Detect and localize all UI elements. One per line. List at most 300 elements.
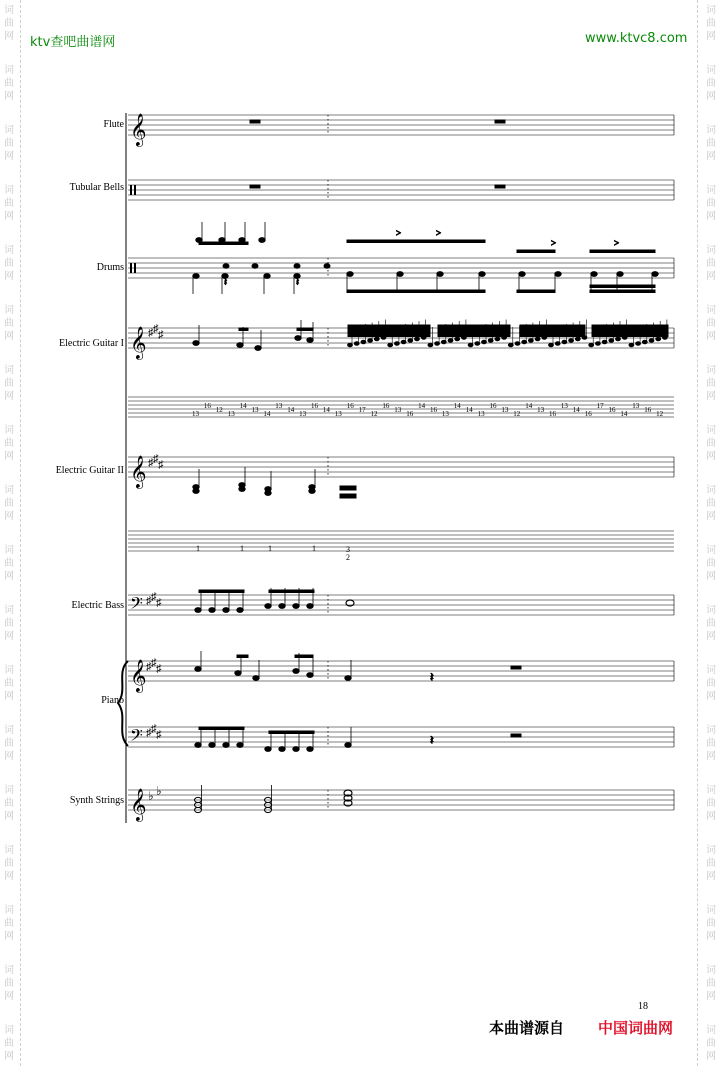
watermark-char: 网 [706, 31, 716, 42]
watermark-char: 曲 [706, 738, 716, 749]
whole-chord-note [340, 494, 356, 498]
note-head [441, 340, 446, 344]
beam [438, 334, 510, 337]
note-head [596, 342, 601, 346]
beam [347, 290, 485, 293]
tab-number: 14 [239, 402, 247, 410]
beam [590, 250, 655, 253]
sharp-sign: ♯ [153, 453, 159, 465]
beam [520, 328, 585, 331]
tab-number: 1 [196, 544, 200, 553]
note-head [602, 340, 607, 344]
chord-note [265, 491, 271, 496]
whole-rest [250, 120, 260, 123]
note-head [401, 340, 406, 344]
watermark-char: 词 [4, 245, 14, 256]
watermark-char: 网 [706, 391, 716, 402]
watermark-char: 曲 [706, 978, 716, 989]
watermark-char: 网 [706, 991, 716, 1002]
note-head [408, 339, 413, 343]
beam [239, 328, 248, 331]
tab-number: 12 [370, 410, 378, 418]
beam [347, 240, 485, 243]
watermark-char: 曲 [706, 318, 716, 329]
watermark-char: 曲 [706, 558, 716, 569]
bass-note [209, 608, 215, 613]
tab-number: 12 [513, 410, 521, 418]
beam [520, 334, 585, 337]
tab-number: 14 [322, 406, 330, 414]
note-head [348, 343, 353, 347]
bass-note [223, 608, 229, 613]
beam [295, 655, 313, 658]
note-head [388, 343, 393, 347]
watermark-char: 曲 [4, 618, 14, 629]
note-head [475, 342, 480, 346]
note-head [235, 671, 241, 676]
beam [297, 328, 313, 331]
clefs [130, 114, 164, 822]
watermark-char: 词 [706, 65, 716, 76]
watermark-char: 曲 [4, 18, 14, 29]
watermark-char: 网 [706, 811, 716, 822]
whole-rest [495, 120, 505, 123]
tab-number: 16 [608, 406, 616, 414]
watermark-char: 网 [706, 211, 716, 222]
watermark-char: 词 [706, 605, 716, 616]
footer-site-name[interactable]: 中国词曲网 [598, 1019, 674, 1037]
note-head [295, 336, 301, 341]
watermark-char: 曲 [706, 618, 716, 629]
watermark-char: 词 [706, 665, 716, 676]
watermark-char: 曲 [4, 1038, 14, 1049]
sharp-sign: ♯ [156, 663, 162, 675]
watermark-char: 词 [706, 845, 716, 856]
watermark-char: 曲 [706, 498, 716, 509]
beam [348, 334, 430, 337]
bass-note [293, 604, 299, 609]
bass-note [279, 604, 285, 609]
watermark-char: 曲 [706, 858, 716, 869]
percussion-clef [134, 185, 136, 195]
drum-note [193, 274, 199, 279]
watermark-char: 网 [4, 331, 14, 342]
sharp-sign: ♯ [158, 329, 164, 341]
watermark-char: 曲 [4, 138, 14, 149]
beam [199, 727, 244, 730]
watermark-char: 网 [4, 271, 14, 282]
watermark-char: 词 [4, 125, 14, 136]
note-head [609, 339, 614, 343]
treble-clef: 𝄞 [130, 790, 147, 821]
accent-mark: > [614, 238, 620, 248]
tab-number: 13 [299, 410, 307, 418]
tab-number: 16 [549, 410, 556, 418]
beam [592, 325, 668, 328]
watermark-char: 曲 [4, 438, 14, 449]
accent-mark: > [396, 228, 402, 238]
beam [438, 331, 510, 334]
flat-sign: ♭ [148, 789, 154, 803]
instrument-label-electric-guitar-2: Electric Guitar II [55, 465, 124, 476]
watermark-char: 词 [4, 605, 14, 616]
note-head [345, 743, 351, 748]
watermark-char: 词 [706, 125, 716, 136]
tab-number: 16 [311, 402, 318, 410]
notes [193, 120, 668, 813]
instrument-label-electric-guitar-1: Electric Guitar I [59, 338, 124, 349]
instrument-label-piano: Piano [101, 695, 124, 706]
note-head [636, 342, 641, 346]
beam [237, 655, 248, 658]
tab-number: 13 [632, 402, 640, 410]
instrument-label-drums: Drums [96, 262, 124, 273]
watermark-char: 词 [4, 905, 14, 916]
beam [590, 290, 655, 293]
note-head [455, 337, 460, 341]
watermark-char: 词 [706, 185, 716, 196]
bass-note [209, 743, 215, 748]
whole-rest [250, 185, 260, 188]
bass-note [195, 608, 201, 613]
watermark-char: 词 [4, 1025, 14, 1036]
sharp-sign: ♯ [151, 591, 157, 603]
watermark-char: 词 [4, 425, 14, 436]
watermark-char: 网 [4, 631, 14, 642]
percussion-clef [130, 263, 132, 273]
tab-number: 13 [227, 410, 235, 418]
drum-note [397, 272, 403, 277]
bass-note [195, 743, 201, 748]
tab-number: 14 [453, 402, 461, 410]
tab-number: 17 [358, 406, 366, 414]
tab-number: 16 [644, 406, 652, 414]
watermark-char: 曲 [706, 678, 716, 689]
tab-number: 13 [560, 402, 568, 410]
rest-mark: 𝄽 [224, 277, 228, 288]
watermark-char: 曲 [4, 498, 14, 509]
watermark-char: 词 [4, 845, 14, 856]
watermark-char: 词 [706, 725, 716, 736]
drum-note [324, 264, 330, 268]
note-head [237, 343, 243, 348]
watermark-char: 网 [4, 151, 14, 162]
watermark-char: 网 [706, 511, 716, 522]
drum-note [591, 272, 597, 277]
watermark-char: 曲 [4, 378, 14, 389]
drum-note [555, 272, 561, 277]
watermark-char: 网 [4, 811, 14, 822]
tab-number: 16 [489, 402, 497, 410]
watermark-char: 网 [706, 631, 716, 642]
sharp-sign: ♯ [148, 327, 154, 339]
chord-note [239, 487, 245, 492]
flat-sign: ♭ [156, 784, 162, 798]
percussion-clef [134, 263, 136, 273]
beam [348, 331, 430, 334]
watermark-char: 曲 [4, 678, 14, 689]
watermark-char: 词 [706, 905, 716, 916]
tab-number: 13 [394, 406, 402, 414]
bass-clef: 𝄢 [130, 595, 143, 617]
sharp-sign: ♯ [156, 597, 162, 609]
watermark-char: 网 [4, 931, 14, 942]
tab-number: 14 [287, 406, 295, 414]
watermark-char: 网 [706, 331, 716, 342]
beam [199, 590, 244, 593]
bass-note [293, 747, 299, 752]
watermark-char: 曲 [4, 978, 14, 989]
bass-note [279, 747, 285, 752]
watermark-char: 网 [706, 691, 716, 702]
watermark-char: 网 [4, 31, 14, 42]
watermark-char: 网 [706, 751, 716, 762]
watermark-char: 词 [4, 785, 14, 796]
watermark-char: 词 [706, 365, 716, 376]
beam [348, 328, 430, 331]
sharp-sign: ♯ [146, 727, 152, 739]
watermark-char: 词 [4, 65, 14, 76]
quarter-rest: 𝄽 [430, 670, 434, 684]
watermark-char: 词 [4, 485, 14, 496]
tablature-numbers [192, 402, 664, 562]
sharp-sign: ♯ [146, 661, 152, 673]
whole-rest [511, 734, 521, 737]
note-head [629, 343, 634, 347]
note-head [555, 342, 560, 346]
watermark-char: 曲 [4, 798, 14, 809]
watermark-char: 网 [706, 451, 716, 462]
note-head [656, 337, 661, 341]
accent-mark: > [436, 228, 442, 238]
tab-number: 16 [406, 410, 414, 418]
tab-number: 16 [346, 402, 354, 410]
bass-note [223, 743, 229, 748]
instrument-label-flute: Flute [103, 119, 124, 130]
watermark-char: 词 [4, 305, 14, 316]
note-head [395, 342, 400, 346]
note-head [549, 343, 554, 347]
watermark-char: 网 [706, 151, 716, 162]
tab-number: 13 [537, 406, 545, 414]
beam [590, 285, 655, 288]
watermark-char: 词 [4, 665, 14, 676]
watermark-char: 网 [706, 271, 716, 282]
sharp-sign: ♯ [158, 459, 164, 471]
drum-note [519, 272, 525, 277]
whole-rest [495, 185, 505, 188]
watermark-char: 词 [4, 365, 14, 376]
watermark-char: 词 [4, 5, 14, 16]
watermark-char: 曲 [706, 438, 716, 449]
tab-number: 16 [203, 402, 211, 410]
note-head [488, 339, 493, 343]
beam [438, 325, 510, 328]
instrument-label-electric-bass: Electric Bass [71, 600, 124, 611]
watermark-char: 网 [4, 451, 14, 462]
tab-number: 13 [477, 410, 485, 418]
sharp-sign: ♯ [148, 457, 154, 469]
sharp-sign: ♯ [153, 323, 159, 335]
watermark-char: 词 [706, 1025, 716, 1036]
watermark-char: 词 [4, 725, 14, 736]
note-head [368, 339, 373, 343]
bass-note [237, 743, 243, 748]
sharp-sign: ♯ [151, 723, 157, 735]
tab-number: 13 [251, 406, 259, 414]
beam [592, 334, 668, 337]
note-head [253, 676, 259, 681]
note-head [374, 337, 379, 341]
treble-clef: 𝄞 [130, 328, 147, 359]
watermark-char: 词 [706, 965, 716, 976]
note-head [495, 337, 500, 341]
note-head [307, 338, 313, 343]
watermark-char: 曲 [706, 1038, 716, 1049]
watermark-char: 网 [4, 871, 14, 882]
tab-number: 2 [346, 553, 350, 562]
note-head [569, 339, 574, 343]
note-head [428, 343, 433, 347]
watermark-char: 曲 [4, 258, 14, 269]
watermark-char: 曲 [706, 798, 716, 809]
drum-note [252, 264, 258, 268]
note-head [575, 337, 580, 341]
watermark-char: 网 [4, 991, 14, 1002]
header-site-url[interactable]: www.ktvc8.com [585, 31, 688, 46]
watermark-char: 网 [4, 391, 14, 402]
percussion-clef [130, 185, 132, 195]
beam [592, 331, 668, 334]
note-head [193, 341, 199, 346]
watermark-char: 词 [706, 245, 716, 256]
beam [348, 325, 430, 328]
treble-clef: 𝄞 [130, 115, 147, 146]
watermark-char: 词 [4, 185, 14, 196]
watermark-char: 曲 [706, 378, 716, 389]
tab-number: 16 [430, 406, 437, 414]
footer-source-label: 本曲谱源自 [489, 1019, 565, 1037]
watermark-char: 曲 [4, 198, 14, 209]
watermark-char: 曲 [4, 558, 14, 569]
header-site-name[interactable]: ktv查吧曲谱网 [30, 35, 116, 50]
note-head [529, 339, 534, 343]
tab-number: 13 [334, 410, 342, 418]
whole-rest [511, 666, 521, 669]
instrument-label-synth-strings: Synth Strings [69, 795, 124, 806]
watermark-char: 曲 [706, 258, 716, 269]
tab-number: 13 [501, 406, 509, 414]
treble-clef: 𝄞 [130, 457, 147, 488]
tab-number: 14 [572, 406, 580, 414]
sharp-sign: ♯ [156, 729, 162, 741]
note-head [415, 337, 420, 341]
note-head [361, 340, 366, 344]
note-head [354, 342, 359, 346]
drum-note [437, 272, 443, 277]
bass-clef: 𝄢 [130, 727, 143, 749]
tab-number: 16 [382, 402, 390, 410]
watermark-char: 词 [706, 545, 716, 556]
tab-number: 14 [525, 402, 533, 410]
watermark-char: 曲 [4, 858, 14, 869]
tab-number: 14 [465, 406, 473, 414]
staff-lines [128, 115, 674, 810]
note-head [468, 343, 473, 347]
watermark-char: 网 [4, 751, 14, 762]
tab-number: 17 [596, 402, 604, 410]
note-head [508, 343, 513, 347]
watermark-char: 网 [4, 1051, 14, 1062]
note-head [307, 673, 313, 678]
note-head [448, 339, 453, 343]
drum-note [347, 272, 353, 277]
tab-number: 16 [584, 410, 592, 418]
watermark-char: 曲 [4, 738, 14, 749]
note-head [255, 346, 261, 351]
note-head [435, 342, 440, 346]
bass-note [265, 604, 271, 609]
watermark-char: 网 [706, 1051, 716, 1062]
drum-note [479, 272, 485, 277]
beam [520, 325, 585, 328]
note-head [562, 340, 567, 344]
tab-number: 12 [215, 406, 223, 414]
drum-note [294, 264, 300, 268]
note-head [642, 340, 647, 344]
watermark-char: 曲 [4, 318, 14, 329]
tab-number: 1 [312, 544, 316, 553]
drum-note [652, 272, 658, 277]
note-head [616, 337, 621, 341]
beam [517, 290, 555, 293]
bass-note [307, 747, 313, 752]
watermark-char: 网 [4, 91, 14, 102]
note-head [345, 676, 351, 681]
beam [269, 590, 314, 593]
drum-note [617, 272, 623, 277]
watermark-char: 网 [4, 511, 14, 522]
note-head [522, 340, 527, 344]
watermark-char: 词 [706, 305, 716, 316]
note-head [482, 340, 487, 344]
rest-mark: 𝄽 [296, 277, 300, 288]
watermark-char: 曲 [4, 918, 14, 929]
tab-number: 3 [346, 545, 350, 554]
note-head [589, 343, 594, 347]
note-head [515, 342, 520, 346]
watermark-char: 曲 [706, 918, 716, 929]
beam [592, 328, 668, 331]
tab-number: 1 [268, 544, 272, 553]
bass-note [237, 608, 243, 613]
whole-chord-note [340, 486, 356, 490]
beam [520, 331, 585, 334]
beam [517, 250, 555, 253]
beam [199, 242, 248, 245]
watermark-char: 词 [706, 785, 716, 796]
watermark-char: 网 [4, 211, 14, 222]
watermark-char: 曲 [4, 78, 14, 89]
chord-note [309, 489, 315, 494]
tab-number: 13 [441, 410, 449, 418]
tab-number: 12 [656, 410, 664, 418]
instrument-label-tubular-bells: Tubular Bells [69, 182, 124, 193]
tab-number: 13 [275, 402, 283, 410]
tab-number: 1 [240, 544, 244, 553]
watermark-char: 网 [706, 91, 716, 102]
beam [269, 731, 314, 734]
